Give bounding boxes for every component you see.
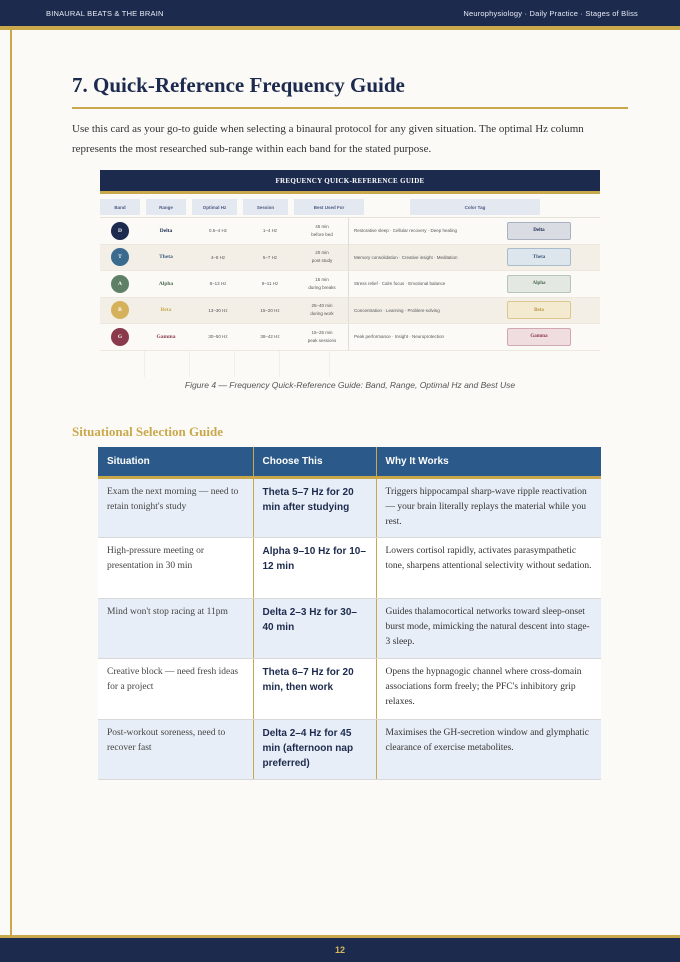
column-header-choice: Choose This [253, 447, 376, 477]
color-tag: Delta [507, 222, 571, 240]
band-range: 30–50 Hz [208, 334, 228, 340]
optimal-hz: 9–11 Hz [261, 281, 279, 287]
figure-rows [100, 217, 600, 351]
color-tag-cell [493, 301, 585, 319]
band-name: Delta [159, 227, 173, 234]
table-row [98, 477, 601, 538]
color-tag-cell [493, 275, 585, 293]
band-badge: D [111, 222, 129, 240]
choice-cell: Theta 6–7 Hz for 20 min, then work [253, 659, 376, 720]
why-cell: Triggers hippocampal sharp-wave ripple reactivation — your brain literally replays the material while you rest. [376, 477, 601, 538]
color-tag-cell [493, 248, 585, 266]
figure-caption: Figure 4 — Frequency Quick-Reference Guide: Band, Range, Optimal Hz and Best Use [184, 380, 516, 390]
color-tag: Alpha [507, 275, 571, 293]
color-tag-cell [493, 222, 585, 240]
optimal-hz: 5–7 Hz [262, 254, 278, 260]
why-cell: Lowers cortisol rapidly, activates parasympathetic tone, sharpens attentional selectivity without sedation. [376, 538, 601, 599]
section-intro [72, 70, 628, 159]
choice-cell: Alpha 9–10 Hz for 10–12 min [253, 538, 376, 599]
situation-cell: Exam the next morning — need to retain tonight's study [98, 477, 253, 538]
choice-cell: Delta 2–4 Hz for 45 min (afternoon nap preferred) [253, 719, 376, 780]
band-badge: A [111, 275, 129, 293]
figure-title: FREQUENCY QUICK-REFERENCE GUIDE [100, 170, 600, 194]
session-cell [296, 223, 348, 239]
band-range: 8–13 Hz [209, 281, 227, 287]
situation-cell: Mind won't stop racing at 11pm [98, 598, 253, 659]
figure-row-alpha [100, 271, 600, 298]
figure-row-delta [100, 218, 600, 245]
band-badge-cell [100, 301, 140, 319]
color-tag: Beta [507, 301, 571, 319]
page-number: 12 [334, 945, 345, 955]
header-subtitle: Neurophysiology · Daily Practice · Stages of Bliss [463, 8, 638, 18]
running-header [0, 0, 680, 26]
optimal-hz: 38–42 Hz [260, 334, 280, 340]
column-header-situation: Situation [98, 447, 253, 477]
session-time: 15–25 min [311, 329, 333, 335]
session-note: peak sessions [307, 337, 337, 343]
figure-row-theta [100, 245, 600, 272]
session-time: 25–40 min [311, 303, 333, 309]
situation-cell: Creative block — need fresh ideas for a project [98, 659, 253, 720]
figure-row-gamma [100, 324, 600, 351]
color-tag: Theta [507, 248, 571, 266]
intro-paragraph: Use this card as your go-to guide when selecting a binaural protocol for any given situation. The optimal Hz column represents the most researched sub-range within each band for the stated purpose. [72, 123, 584, 155]
color-tag-cell [493, 328, 585, 346]
band-badge-cell [100, 248, 140, 266]
best-used-for: Peak performance · Insight · Neuroprotection [348, 324, 493, 350]
table-row [98, 538, 601, 599]
band-range: 0.5–4 Hz [208, 228, 227, 234]
column-header-why: Why It Works [376, 447, 601, 477]
band-badge: G [111, 328, 129, 346]
best-used-for: Memory consolidation · Creative insight · Meditation [348, 244, 493, 270]
situation-cell: Post-workout soreness, need to recover fast [98, 719, 253, 780]
session-cell [296, 276, 348, 292]
figure-column-header: Band [100, 199, 140, 215]
session-note: during work [310, 311, 334, 317]
why-cell: Opens the hypnagogic channel where cross-domain associations form freely; the PFC's inhibitory grip relaxes. [376, 659, 601, 720]
band-badge-cell [100, 222, 140, 240]
session-cell [296, 302, 348, 318]
color-tag: Gamma [507, 328, 571, 346]
session-note: before bed [311, 231, 333, 237]
section-title: 7. Quick-Reference Frequency Guide [72, 73, 405, 97]
running-footer [0, 938, 680, 962]
table-header-row [98, 447, 601, 477]
figure-header-row [100, 197, 600, 217]
title-underline [72, 107, 628, 109]
header-title: BINAURAL BEATS & THE BRAIN [46, 8, 164, 18]
table-row [98, 659, 601, 720]
session-time: 15 min [315, 276, 329, 282]
band-badge: T [111, 248, 129, 266]
choice-cell: Delta 2–3 Hz for 30–40 min [253, 598, 376, 659]
optimal-hz: 1–4 Hz [262, 228, 278, 234]
choice-cell: Theta 5–7 Hz for 20 min after studying [253, 477, 376, 538]
band-name: Beta [160, 307, 172, 314]
session-time: 45 min [315, 223, 329, 229]
figure-row-beta [100, 298, 600, 325]
session-time: 20 min [315, 250, 329, 256]
figure-column-header: Optimal Hz [192, 199, 237, 215]
band-name: Gamma [156, 333, 176, 340]
figure-empty-row [100, 351, 600, 377]
best-used-for: Restorative sleep · Cellular recovery · Deep healing [348, 218, 493, 244]
band-range: 4–8 Hz [210, 254, 226, 260]
best-used-for: Stress relief · Calm focus · Emotional balance [348, 271, 493, 297]
figure-column-header: Color Tag [410, 199, 540, 215]
header-gold-rule [0, 26, 680, 30]
why-cell: Guides thalamocortical networks toward sleep-onset burst mode, mimicking the natural descent into stage-3 sleep. [376, 598, 601, 659]
session-note: post study [311, 258, 333, 264]
best-used-for: Concentration · Learning · Problem-solving [348, 297, 493, 323]
situational-heading: Situational Selection Guide [72, 424, 223, 439]
band-name: Alpha [158, 280, 174, 287]
session-cell [296, 329, 348, 345]
session-cell [296, 249, 348, 265]
band-badge-cell [100, 328, 140, 346]
figure-column-header: Best Used For [294, 199, 364, 215]
figure-column-header: Session [243, 199, 288, 215]
page-edge-rule [10, 0, 12, 962]
session-note: during breaks [308, 284, 336, 290]
why-cell: Maximises the GH-secretion window and glymphatic clearance of exercise metabolites. [376, 719, 601, 780]
frequency-reference-figure [100, 170, 600, 375]
situational-table [98, 447, 601, 780]
band-badge: B [111, 301, 129, 319]
band-badge-cell [100, 275, 140, 293]
table-row [98, 598, 601, 659]
band-name: Theta [159, 254, 173, 261]
optimal-hz: 15–20 Hz [260, 307, 280, 313]
situation-cell: High-pressure meeting or presentation in 30 min [98, 538, 253, 599]
table-row [98, 719, 601, 780]
band-range: 13–30 Hz [208, 307, 228, 313]
figure-column-header: Range [146, 199, 186, 215]
